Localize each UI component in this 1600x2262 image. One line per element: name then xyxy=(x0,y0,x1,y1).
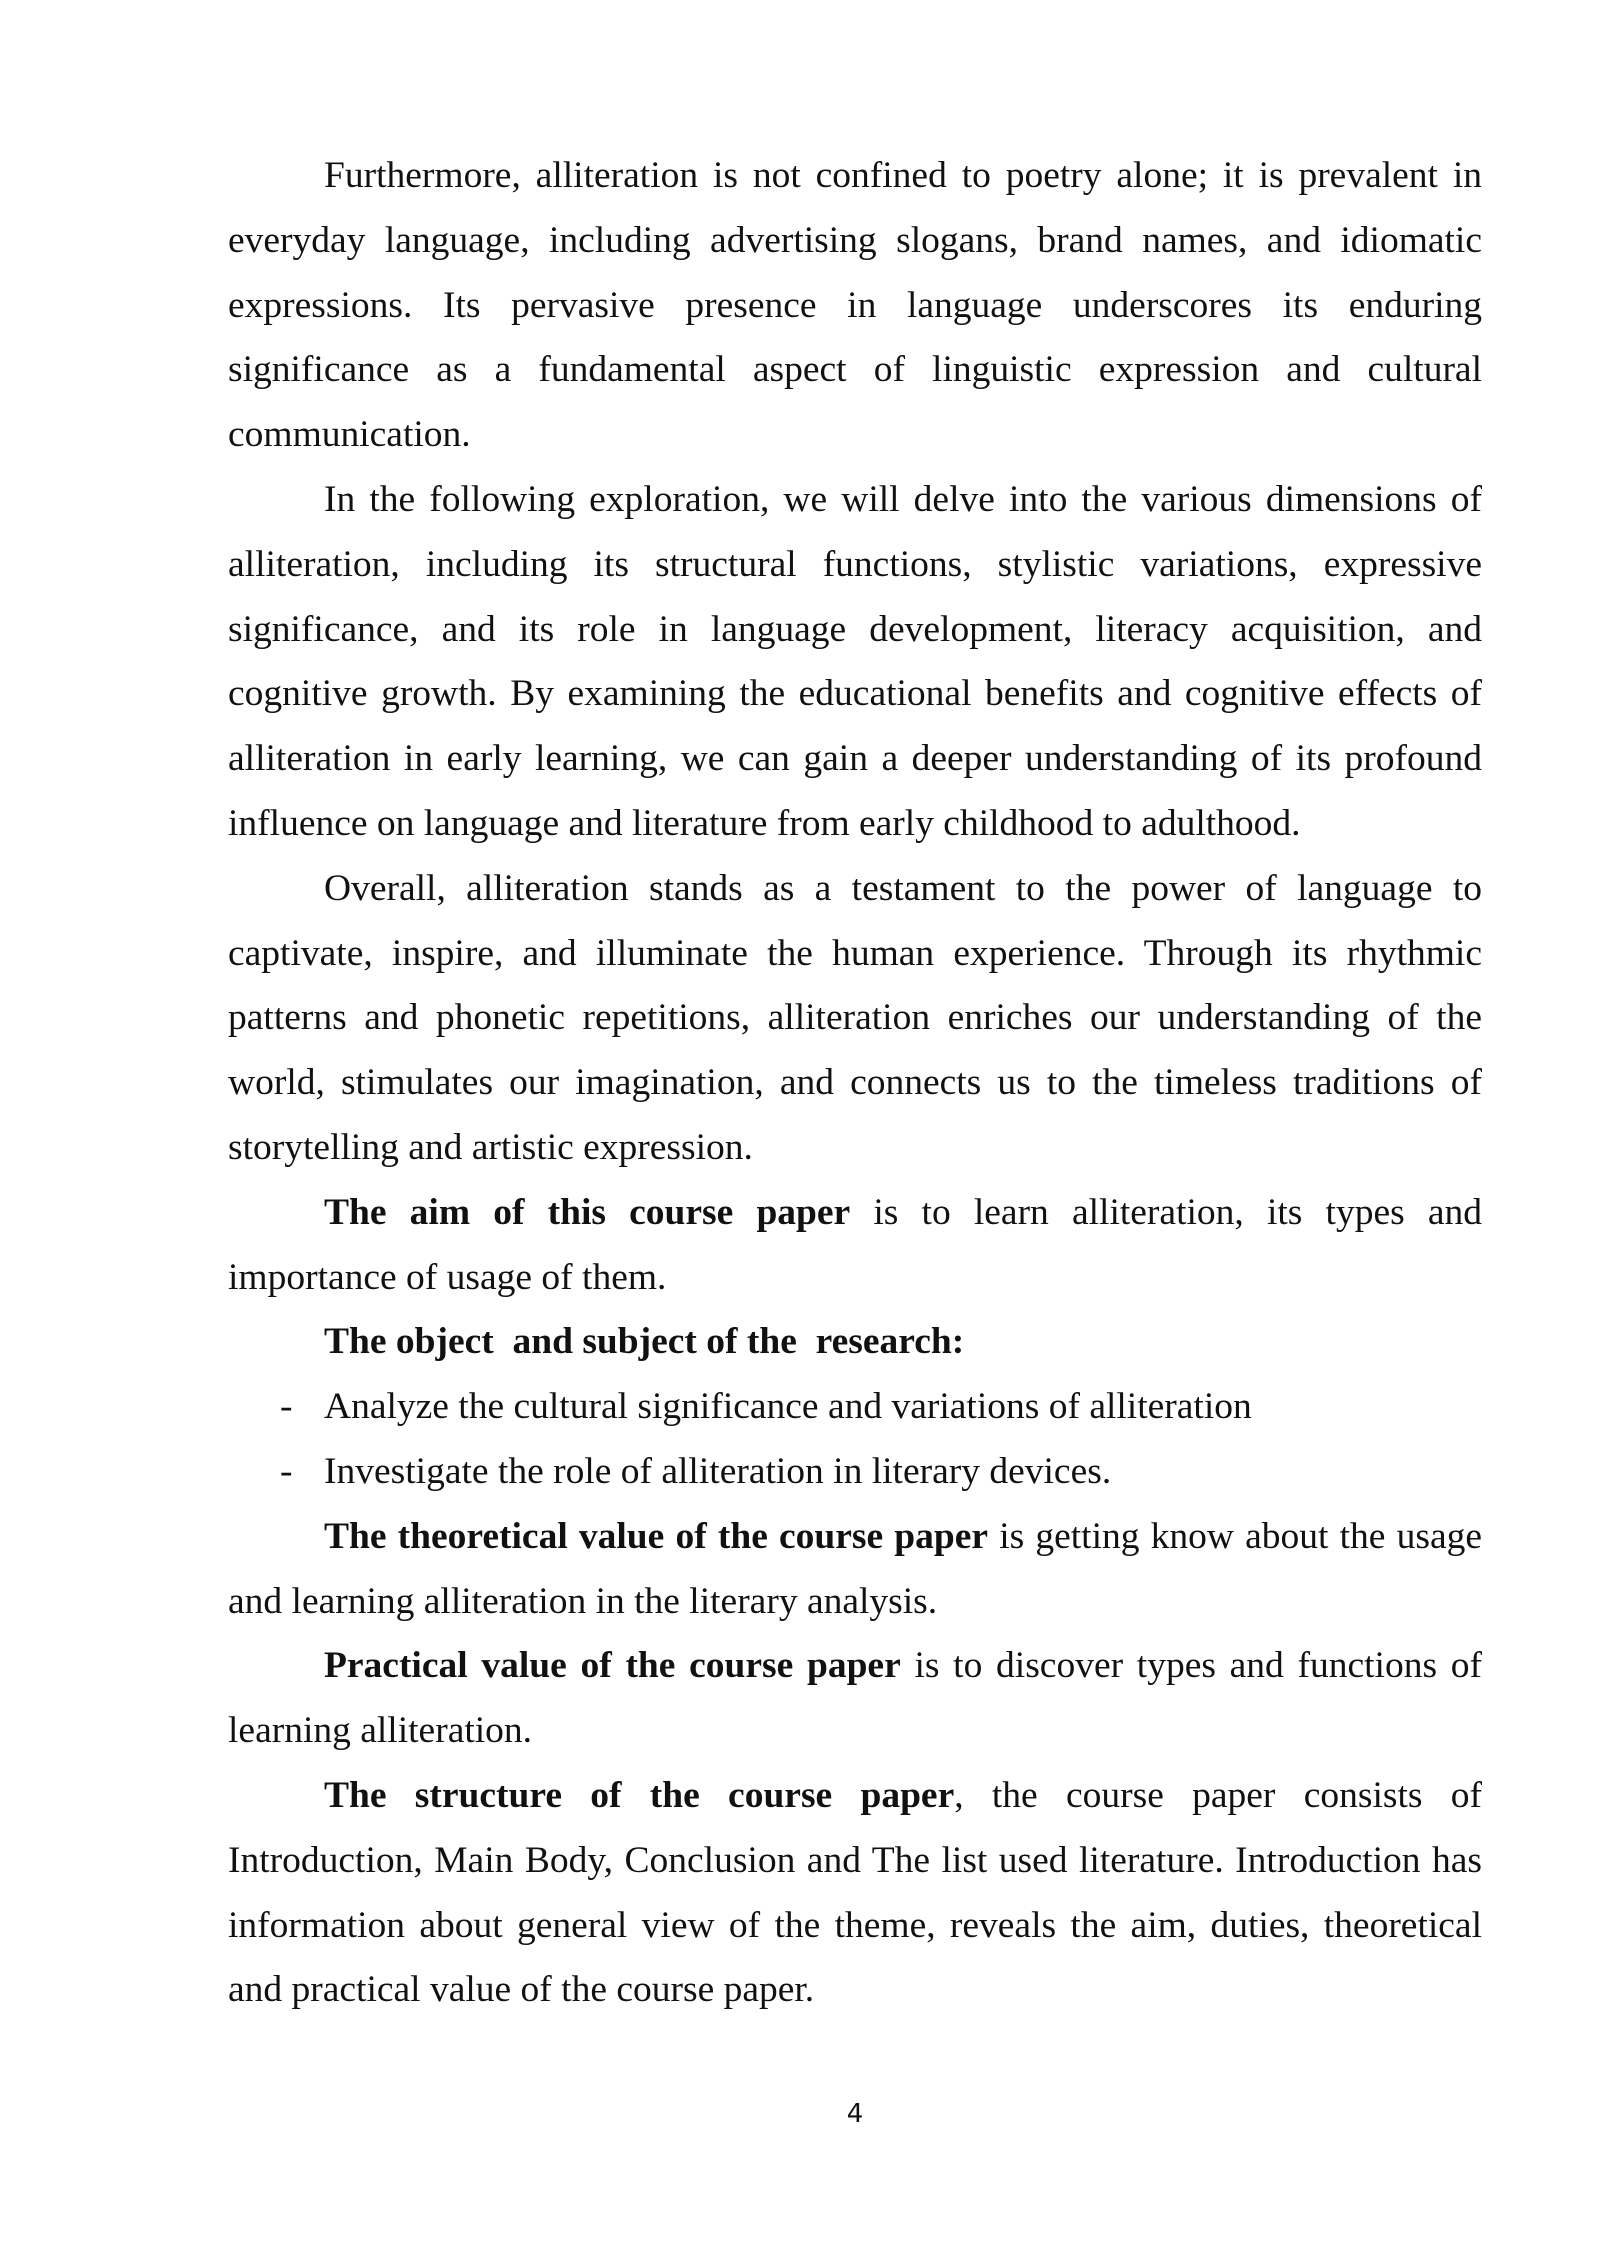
page-number: 4 xyxy=(846,2099,864,2129)
list-item xyxy=(228,1440,1482,1505)
page-body-text xyxy=(228,144,1482,2023)
object-subject-list xyxy=(228,1375,1482,1505)
paragraph-overall-testament xyxy=(228,857,1482,1181)
practical-value-label: Practical value of the course paper xyxy=(324,1645,901,1687)
aim-text: is to learn alliteration, its types and importance of usage of them. xyxy=(228,1191,1482,1298)
paragraph-theoretical-value xyxy=(228,1505,1482,1635)
theoretical-value-text: is getting know about the usage and learning alliteration in the literary analysis. xyxy=(228,1515,1482,1622)
paragraph-structure xyxy=(228,1764,1482,2023)
structure-label: The structure of the course paper xyxy=(324,1774,955,1816)
list-item xyxy=(228,1375,1482,1440)
paragraph-text: Furthermore, alliteration is not confined to poetry alone; it is prevalent in everyday language, including advertising slogans, brand names, and idiomatic expressions. Its pervasive presence in language underscores its enduring significance as a fundamental aspect of linguistic expression and cultural communication. xyxy=(228,155,1482,456)
list-item-text: Investigate the role of alliteration in literary devices. xyxy=(324,1450,1112,1492)
paragraph-text: In the following exploration, we will delve into the various dimensions of alliteration, including its structural functions, stylistic variations, expressive significance, and its role in language development, literacy acquisition, and cognitive growth. By examining the educational benefits and cognitive effects of alliteration in early learning, we can gain a deeper understanding of its profound influence on language and literature from early childhood to adulthood. xyxy=(228,478,1482,844)
aim-label: The aim of this course paper xyxy=(324,1191,851,1233)
dash-bullet-icon: - xyxy=(280,1386,293,1428)
practical-value-text: is to discover types and functions of learning alliteration. xyxy=(228,1645,1482,1752)
paragraph-aim xyxy=(228,1181,1482,1311)
list-item-text: Analyze the cultural significance and variations of alliteration xyxy=(324,1386,1252,1428)
paragraph-following-exploration xyxy=(228,468,1482,857)
theoretical-value-label: The theoretical value of the course paper xyxy=(324,1515,989,1557)
paragraph-text: Overall, alliteration stands as a testament to the power of language to captivate, inspire, and illuminate the human experience. Through its rhythmic patterns and phonetic repetitions, alliteration enriches our understanding of the world, stimulates our imagination, and connects us to the timeless traditions of storytelling and artistic expression. xyxy=(228,867,1482,1168)
dash-bullet-icon: - xyxy=(280,1450,293,1492)
paragraph-alliteration-everyday-language xyxy=(228,144,1482,468)
paragraph-practical-value xyxy=(228,1634,1482,1764)
structure-text: , the course paper consists of Introduction, Main Body, Conclusion and The list used literature. Introduction has information about general view of the theme, reveals the aim, duties, theoretical and practical value of the course paper. xyxy=(228,1774,1482,2011)
object-subject-heading: The object and subject of the research: xyxy=(324,1321,965,1363)
